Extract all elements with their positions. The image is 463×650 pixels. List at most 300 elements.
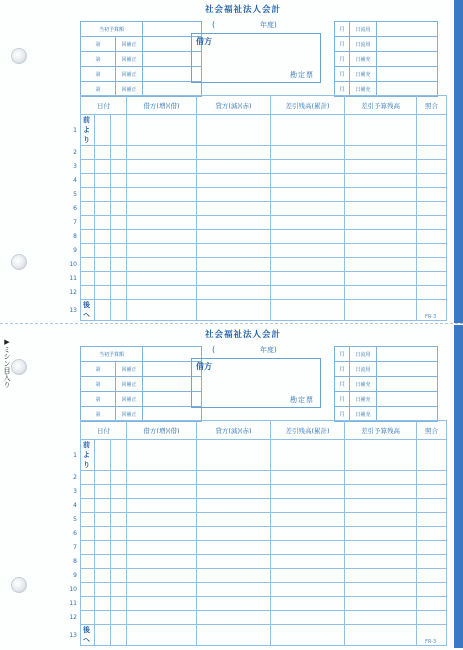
punch-hole	[11, 48, 27, 64]
account-title-box[interactable]	[191, 33, 321, 83]
credit-cell[interactable]	[197, 541, 271, 555]
month-label: 月	[335, 52, 350, 67]
check-cell[interactable]	[417, 160, 447, 174]
month-label: 月	[335, 82, 350, 97]
carry-label	[81, 174, 95, 188]
revision-prefix: 第	[81, 82, 116, 97]
ledger-row	[66, 440, 447, 471]
balance-cell[interactable]	[271, 513, 345, 527]
credit-cell[interactable]	[197, 286, 271, 300]
date-month-cell[interactable]	[95, 555, 111, 569]
credit-cell[interactable]	[197, 611, 271, 625]
balance-cell[interactable]	[271, 485, 345, 499]
perforation-line	[0, 323, 463, 324]
account-debit-label: 借方	[196, 362, 212, 371]
ledger-row	[66, 499, 447, 513]
date-month-cell[interactable]	[95, 188, 111, 202]
carry-label	[81, 555, 95, 569]
check-cell[interactable]	[417, 499, 447, 513]
ledger-row	[66, 244, 447, 258]
check-cell[interactable]	[417, 485, 447, 499]
check-header: 照合	[417, 421, 447, 440]
balance-cell[interactable]	[271, 527, 345, 541]
carry-label: 前より	[81, 440, 95, 471]
credit-cell[interactable]	[197, 625, 271, 646]
date-month-cell[interactable]	[95, 160, 111, 174]
row-number: 10	[69, 261, 77, 268]
credit-cell[interactable]	[197, 485, 271, 499]
carry-label	[81, 146, 95, 160]
carry-label	[81, 485, 95, 499]
budget-balance-cell[interactable]	[345, 115, 417, 146]
ledger-header-row	[66, 96, 447, 115]
date-header: 日付	[81, 96, 127, 115]
carry-label	[81, 583, 95, 597]
check-cell[interactable]	[417, 115, 447, 146]
date-day-cell[interactable]	[111, 555, 127, 569]
date-day-cell[interactable]	[111, 286, 127, 300]
check-cell[interactable]	[417, 471, 447, 485]
credit-cell[interactable]	[197, 160, 271, 174]
credit-cell[interactable]	[197, 440, 271, 471]
budget-balance-cell[interactable]	[345, 160, 417, 174]
carry-label	[81, 569, 95, 583]
ledger-row	[66, 286, 447, 300]
budget-balance-cell[interactable]	[345, 440, 417, 471]
debit-cell[interactable]	[127, 244, 197, 258]
balance-cell[interactable]	[271, 569, 345, 583]
transfer-field[interactable]	[377, 362, 438, 377]
credit-cell[interactable]	[197, 300, 271, 321]
date-month-cell[interactable]	[95, 174, 111, 188]
credit-cell[interactable]	[197, 174, 271, 188]
check-cell[interactable]	[417, 513, 447, 527]
row-number: 11	[69, 600, 77, 607]
balance-cell[interactable]	[271, 471, 345, 485]
row-number: 5	[73, 516, 77, 523]
credit-cell[interactable]	[197, 272, 271, 286]
debit-cell[interactable]	[127, 202, 197, 216]
blue-edge-strip	[454, 325, 463, 648]
credit-cell[interactable]	[197, 527, 271, 541]
credit-cell[interactable]	[197, 230, 271, 244]
balance-cell[interactable]	[271, 244, 345, 258]
budget-balance-cell[interactable]	[345, 146, 417, 160]
credit-cell[interactable]	[197, 258, 271, 272]
row-number: 6	[73, 530, 77, 537]
form-code: FR-3	[425, 314, 437, 320]
date-month-cell[interactable]	[95, 230, 111, 244]
carry-label	[81, 527, 95, 541]
ledger-row	[66, 174, 447, 188]
budget-balance-cell[interactable]	[345, 583, 417, 597]
ledger-row	[66, 485, 447, 499]
budget-balance-cell[interactable]	[345, 230, 417, 244]
balance-cell[interactable]	[271, 625, 345, 646]
balance-cell[interactable]	[271, 188, 345, 202]
date-day-cell[interactable]	[111, 611, 127, 625]
date-month-cell[interactable]	[95, 440, 111, 471]
ledger-row	[66, 471, 447, 485]
ledger-sheet-bottom	[0, 325, 463, 648]
balance-cell[interactable]	[271, 499, 345, 513]
date-day-cell[interactable]	[111, 527, 127, 541]
ledger-row	[66, 188, 447, 202]
debit-cell[interactable]	[127, 146, 197, 160]
balance-cell[interactable]	[271, 202, 345, 216]
date-day-cell[interactable]	[111, 258, 127, 272]
ledger-row	[66, 146, 447, 160]
date-day-cell[interactable]	[111, 202, 127, 216]
punch-hole	[11, 359, 27, 375]
budget-balance-cell[interactable]	[345, 188, 417, 202]
credit-cell[interactable]	[197, 597, 271, 611]
revision-prefix: 第	[81, 377, 116, 392]
transfer-info-table	[334, 21, 438, 97]
date-day-cell[interactable]	[111, 440, 127, 471]
check-cell[interactable]	[417, 569, 447, 583]
date-day-cell[interactable]	[111, 569, 127, 583]
credit-header: 貸方(減)(赤)	[197, 96, 271, 115]
check-cell[interactable]	[417, 230, 447, 244]
balance-cell[interactable]	[271, 300, 345, 321]
debit-cell[interactable]	[127, 258, 197, 272]
credit-cell[interactable]	[197, 115, 271, 146]
debit-cell[interactable]	[127, 174, 197, 188]
check-cell[interactable]	[417, 146, 447, 160]
budget-balance-cell[interactable]	[345, 513, 417, 527]
budget-balance-cell[interactable]	[345, 485, 417, 499]
revision-label: 回補正	[116, 67, 143, 82]
credit-cell[interactable]	[197, 471, 271, 485]
account-debit-label: 借方	[196, 37, 212, 46]
date-day-cell[interactable]	[111, 146, 127, 160]
check-cell[interactable]	[417, 555, 447, 569]
debit-cell[interactable]	[127, 541, 197, 555]
ledger-body	[66, 115, 447, 321]
carry-label: 後へ	[81, 300, 95, 321]
debit-cell[interactable]	[127, 569, 197, 583]
date-day-cell[interactable]	[111, 625, 127, 646]
balance-cell[interactable]	[271, 583, 345, 597]
debit-cell[interactable]	[127, 499, 197, 513]
budget-balance-cell[interactable]	[345, 300, 417, 321]
row-number: 1	[73, 126, 77, 134]
ledger-row	[66, 583, 447, 597]
credit-cell[interactable]	[197, 146, 271, 160]
date-month-cell[interactable]	[95, 527, 111, 541]
debit-cell[interactable]	[127, 625, 197, 646]
carry-label	[81, 216, 95, 230]
check-cell[interactable]	[417, 258, 447, 272]
date-day-cell[interactable]	[111, 174, 127, 188]
credit-cell[interactable]	[197, 583, 271, 597]
credit-cell[interactable]	[197, 555, 271, 569]
revision-prefix: 第	[81, 362, 116, 377]
date-month-cell[interactable]	[95, 272, 111, 286]
date-month-cell[interactable]	[95, 597, 111, 611]
date-day-cell[interactable]	[111, 471, 127, 485]
carry-label: 前より	[81, 115, 95, 146]
date-day-cell[interactable]	[111, 583, 127, 597]
debit-cell[interactable]	[127, 286, 197, 300]
ledger-row	[66, 230, 447, 244]
date-month-cell[interactable]	[95, 583, 111, 597]
budget-balance-cell[interactable]	[345, 174, 417, 188]
budget-balance-cell[interactable]	[345, 569, 417, 583]
ledger-row	[66, 300, 447, 321]
budget-balance-cell[interactable]	[345, 272, 417, 286]
row-number: 3	[73, 488, 77, 495]
balance-cell[interactable]	[271, 597, 345, 611]
row-number: 2	[73, 474, 77, 481]
carry-label	[81, 160, 95, 174]
budget-balance-cell[interactable]	[345, 611, 417, 625]
date-month-cell[interactable]	[95, 513, 111, 527]
date-month-cell[interactable]	[95, 611, 111, 625]
credit-cell[interactable]	[197, 569, 271, 583]
check-cell[interactable]	[417, 188, 447, 202]
initial-budget-label: 当初予算額	[81, 347, 143, 362]
revision-label: 回補正	[116, 52, 143, 67]
supplement-field[interactable]	[377, 392, 438, 407]
ledger-row	[66, 541, 447, 555]
balance-cell[interactable]	[271, 611, 345, 625]
balance-cell[interactable]	[271, 286, 345, 300]
blue-edge-strip	[454, 0, 463, 323]
credit-cell[interactable]	[197, 244, 271, 258]
row-number: 7	[73, 219, 77, 226]
supplement-label: 日補充	[350, 82, 377, 97]
row-number: 9	[73, 247, 77, 254]
budget-balance-cell[interactable]	[345, 541, 417, 555]
transfer-field[interactable]	[377, 37, 438, 52]
revision-prefix: 第	[81, 392, 116, 407]
debit-cell[interactable]	[127, 527, 197, 541]
row-number: 9	[73, 572, 77, 579]
debit-cell[interactable]	[127, 485, 197, 499]
date-month-cell[interactable]	[95, 244, 111, 258]
row-number: 6	[73, 205, 77, 212]
ledger-row	[66, 160, 447, 174]
budget-balance-cell[interactable]	[345, 244, 417, 258]
date-day-cell[interactable]	[111, 188, 127, 202]
row-number: 8	[73, 558, 77, 565]
debit-cell[interactable]	[127, 300, 197, 321]
fiscal-year-label: 年度)	[260, 346, 277, 354]
debit-header: 借方(増)(借)	[127, 96, 197, 115]
row-number: 7	[73, 544, 77, 551]
ledger-table	[66, 420, 447, 646]
credit-cell[interactable]	[197, 188, 271, 202]
date-month-cell[interactable]	[95, 541, 111, 555]
check-cell[interactable]	[417, 541, 447, 555]
row-number: 4	[73, 502, 77, 509]
debit-cell[interactable]	[127, 611, 197, 625]
date-day-cell[interactable]	[111, 244, 127, 258]
credit-cell[interactable]	[197, 216, 271, 230]
budget-balance-cell[interactable]	[345, 499, 417, 513]
transfer-field[interactable]	[377, 22, 438, 37]
date-month-cell[interactable]	[95, 569, 111, 583]
date-day-cell[interactable]	[111, 597, 127, 611]
date-day-cell[interactable]	[111, 216, 127, 230]
debit-cell[interactable]	[127, 583, 197, 597]
month-label: 月	[335, 22, 350, 37]
balance-cell[interactable]	[271, 160, 345, 174]
check-cell[interactable]	[417, 597, 447, 611]
debit-cell[interactable]	[127, 471, 197, 485]
carry-label	[81, 272, 95, 286]
revision-label: 回補正	[116, 82, 143, 97]
budget-balance-cell[interactable]	[345, 555, 417, 569]
transfer-info-table	[334, 346, 438, 422]
check-cell[interactable]	[417, 216, 447, 230]
check-cell[interactable]	[417, 611, 447, 625]
date-month-cell[interactable]	[95, 216, 111, 230]
balance-cell[interactable]	[271, 146, 345, 160]
transfer-field[interactable]	[377, 347, 438, 362]
debit-cell[interactable]	[127, 272, 197, 286]
credit-cell[interactable]	[197, 499, 271, 513]
debit-cell[interactable]	[127, 188, 197, 202]
date-day-cell[interactable]	[111, 115, 127, 146]
ledger-row	[66, 527, 447, 541]
ledger-row	[66, 625, 447, 646]
check-cell[interactable]	[417, 272, 447, 286]
check-cell[interactable]	[417, 286, 447, 300]
row-number: 13	[69, 631, 77, 639]
date-day-cell[interactable]	[111, 513, 127, 527]
carry-label	[81, 188, 95, 202]
date-month-cell[interactable]	[95, 202, 111, 216]
account-title-box[interactable]	[191, 358, 321, 408]
balance-cell[interactable]	[271, 555, 345, 569]
carry-label	[81, 202, 95, 216]
form-title: 社会福祉法人会計	[205, 5, 282, 15]
ledger-row	[66, 258, 447, 272]
month-label: 月	[335, 347, 350, 362]
balance-cell[interactable]	[271, 115, 345, 146]
balance-cell[interactable]	[271, 440, 345, 471]
date-header: 日付	[81, 421, 127, 440]
revision-prefix: 第	[81, 67, 116, 82]
row-number: 12	[69, 289, 77, 296]
balance-cell[interactable]	[271, 216, 345, 230]
row-number: 13	[69, 306, 77, 314]
date-day-cell[interactable]	[111, 272, 127, 286]
ledger-row	[66, 202, 447, 216]
supplement-field[interactable]	[377, 52, 438, 67]
initial-budget-label: 当初予算額	[81, 22, 143, 37]
budget-balance-cell[interactable]	[345, 202, 417, 216]
debit-cell[interactable]	[127, 597, 197, 611]
debit-cell[interactable]	[127, 555, 197, 569]
date-day-cell[interactable]	[111, 541, 127, 555]
debit-cell[interactable]	[127, 115, 197, 146]
carry-label: 後へ	[81, 625, 95, 646]
balance-cell[interactable]	[271, 272, 345, 286]
credit-header: 貸方(減)(赤)	[197, 421, 271, 440]
supplement-label: 日補充	[350, 407, 377, 422]
date-day-cell[interactable]	[111, 300, 127, 321]
supplement-field[interactable]	[377, 377, 438, 392]
date-month-cell[interactable]	[95, 258, 111, 272]
ledger-header-row	[66, 421, 447, 440]
carry-label	[81, 230, 95, 244]
carry-label	[81, 513, 95, 527]
perforation-label: ▶ミシン目入り	[3, 338, 11, 388]
debit-cell[interactable]	[127, 216, 197, 230]
date-day-cell[interactable]	[111, 485, 127, 499]
check-cell[interactable]	[417, 527, 447, 541]
supplement-field[interactable]	[377, 67, 438, 82]
date-month-cell[interactable]	[95, 300, 111, 321]
check-header: 照合	[417, 96, 447, 115]
supplement-label: 日補充	[350, 392, 377, 407]
ledger-row	[66, 597, 447, 611]
ledger-row	[66, 569, 447, 583]
budget-balance-cell[interactable]	[345, 286, 417, 300]
budget-balance-cell[interactable]	[345, 258, 417, 272]
revision-prefix: 第	[81, 52, 116, 67]
revision-label: 回補正	[116, 37, 143, 52]
row-number: 11	[69, 275, 77, 282]
check-cell[interactable]	[417, 244, 447, 258]
credit-cell[interactable]	[197, 202, 271, 216]
budget-balance-cell[interactable]	[345, 216, 417, 230]
ledger-row	[66, 555, 447, 569]
debit-cell[interactable]	[127, 160, 197, 174]
row-number: 3	[73, 163, 77, 170]
budget-balance-cell[interactable]	[345, 527, 417, 541]
check-cell[interactable]	[417, 174, 447, 188]
budget-balance-cell[interactable]	[345, 597, 417, 611]
balance-cell[interactable]	[271, 541, 345, 555]
debit-cell[interactable]	[127, 230, 197, 244]
budget-balance-cell[interactable]	[345, 471, 417, 485]
month-label: 月	[335, 37, 350, 52]
check-cell[interactable]	[417, 583, 447, 597]
carry-label	[81, 258, 95, 272]
date-month-cell[interactable]	[95, 625, 111, 646]
month-label: 月	[335, 407, 350, 422]
balance-cell[interactable]	[271, 230, 345, 244]
date-day-cell[interactable]	[111, 160, 127, 174]
check-cell[interactable]	[417, 440, 447, 471]
date-month-cell[interactable]	[95, 146, 111, 160]
row-number: 10	[69, 586, 77, 593]
balance-cell[interactable]	[271, 258, 345, 272]
debit-cell[interactable]	[127, 440, 197, 471]
date-month-cell[interactable]	[95, 115, 111, 146]
date-month-cell[interactable]	[95, 499, 111, 513]
balance-cell[interactable]	[271, 174, 345, 188]
check-cell[interactable]	[417, 202, 447, 216]
row-number: 12	[69, 614, 77, 621]
row-number: 5	[73, 191, 77, 198]
account-label: 勘定票	[290, 71, 314, 79]
carry-label	[81, 541, 95, 555]
debit-cell[interactable]	[127, 513, 197, 527]
date-month-cell[interactable]	[95, 471, 111, 485]
date-day-cell[interactable]	[111, 230, 127, 244]
credit-cell[interactable]	[197, 513, 271, 527]
date-month-cell[interactable]	[95, 485, 111, 499]
date-month-cell[interactable]	[95, 286, 111, 300]
date-day-cell[interactable]	[111, 499, 127, 513]
budget-balance-cell[interactable]	[345, 625, 417, 646]
